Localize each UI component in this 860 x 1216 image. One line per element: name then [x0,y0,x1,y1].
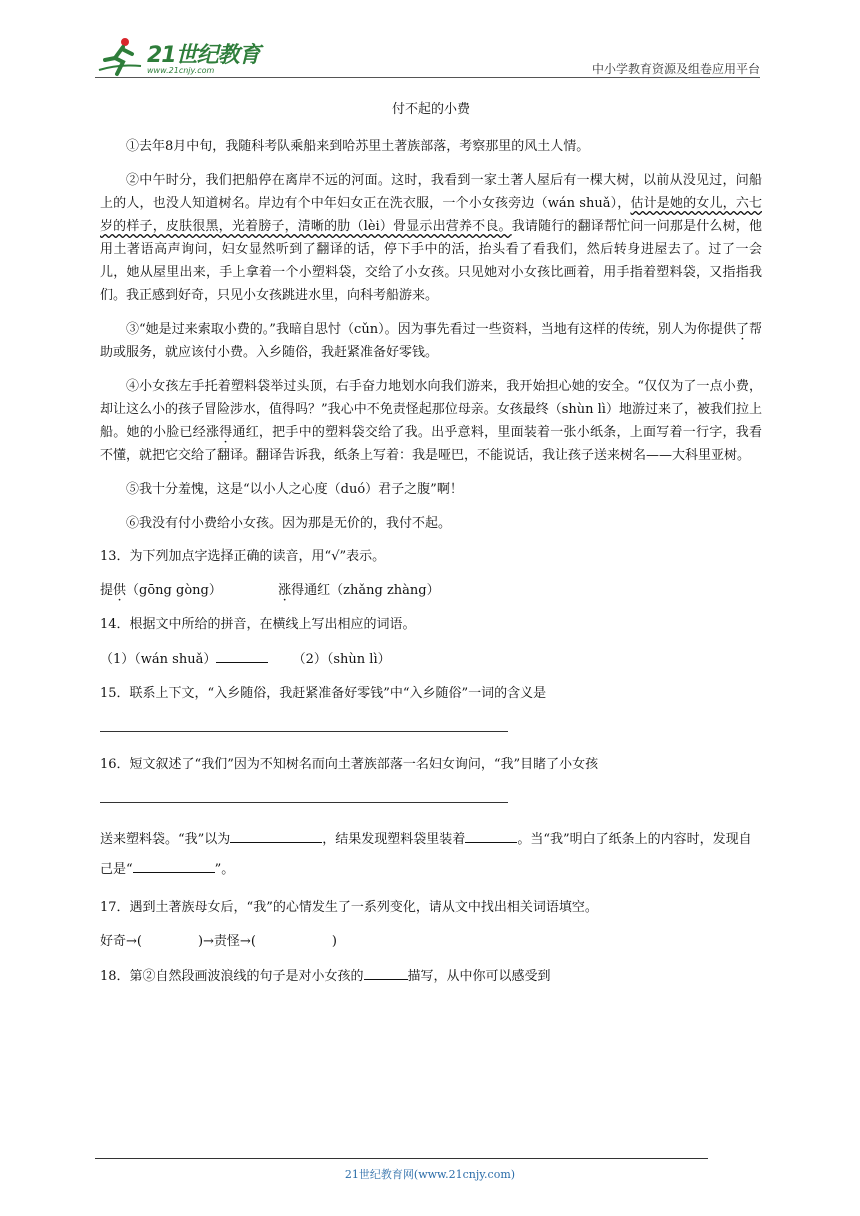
paragraph-4-text-b: 得通红，把手中的塑料袋交给了我。出乎意料，里面装着一张小纸条，上面写着一行字，我看不懂，就把它交给了翻译。翻译告诉我，纸条上写着：我是哑巴，不能说话，我让孩子送来树名——大科里亚树。 [100,425,762,463]
dotted-char-gong: 供 [722,322,736,337]
q17-text-c: ) [331,934,337,949]
logo-url: www.21cnjy.com [147,66,215,75]
runner-logo-icon [95,36,145,78]
q16-text-4: ”。 [214,862,235,877]
question-14-items [100,648,762,671]
paragraph-6: ⑥我没有付小费给小女孩。因为那是无价的，我付不起。 [126,516,452,531]
paragraph-2-text-a: ②中午时分，我们把船停在离岸不远的河面。这时，我看到一家土著人屋后有一棵大树，以前从没见过，问船上的人，也没人知道树名。岸边有个中年妇女正在洗衣服，一个小女孩旁边（wán shuǎ）， [100,173,762,211]
question-13: 13．为下列加点字选择正确的读音，用“√”表示。 [100,549,386,564]
q17-text-b: )→责怪→( [197,934,256,949]
paragraph-4-text-a: ④小女孩左手托着塑料袋举过头顶，右手奋力地划水向我们游来，我开始担心她的安全。“仅仅为了一点小费，却让这么小的孩子冒险涉水，值得吗？”我心中不免责怪起那位母亲。女孩最终（shùn lì）地游过来了，被我们拉上船。她的小脸已经 [100,379,762,440]
article-title: 付不起的小费 [391,102,470,117]
q13-dotted-char-b: 涨 [278,583,292,598]
q18-text-b: 描写，从中你可以感受到 [407,969,551,984]
paragraph-2-text-b: 我请随行的翻译帮忙问一问那是什么树，他用土著语高声询问，妇女显然听到了翻译的话，停下手中的活，抬头看了看我们，然后转身进屋去了。过了一会儿，她从屋里出来，手上拿着一个小塑料袋，交给了小女孩。只见她对小女孩比画着，用手指着塑料袋，又指指我们。我正感到好奇，只见小女孩跳进水里，向科考船游来。 [100,219,762,303]
q15-answer-line[interactable] [100,717,508,732]
paragraph-5: ⑤我十分羞愧，这是“以小人之心度（duó）君子之腹”啊！ [126,482,463,497]
q18-blank-1[interactable] [364,965,408,980]
q13-option-b-pinyin[interactable]: 得通红（zhǎng zhàng） [291,583,440,598]
q16-text-1: 送来塑料袋。“我”以为 [100,832,231,847]
paragraph-3-text-b: 了帮助或服务，就应该付小费。入乡随俗，我赶紧准备好零钱。 [100,322,762,360]
q16-answer-line[interactable] [100,788,508,803]
header-divider [95,77,760,78]
question-15: 15．联系上下文，“入乡随俗，我赶紧准备好零钱”中“入乡随俗”一词的含义是 [100,686,547,701]
q14-blank-1[interactable] [216,648,268,663]
question-17-chain [100,931,762,953]
paragraph-4 [100,375,762,467]
question-18 [100,965,762,988]
footer-divider [95,1158,708,1159]
question-16-continued [100,825,762,885]
question-16: 16．短文叙述了“我们”因为不知树名而向土著族部落一名妇女询问，“我”目睹了小女孩 [100,757,599,772]
dotted-char-zhang: 涨 [205,425,220,440]
q16-blank-3[interactable] [133,858,215,873]
q17-text-a: 好奇→( [100,934,142,949]
q13-option-a-pinyin[interactable]: （gōng gòng） [126,583,222,598]
q13-dotted-char-a: 供 [113,583,127,598]
page-header [95,30,760,80]
document-body [100,100,762,1000]
logo [95,36,265,78]
q16-blank-2[interactable] [465,828,517,843]
q16-text-3: 。当“我”明白了纸条上的内容时，发现自己是“ [100,832,752,877]
question-14: 14．根据文中所给的拼音，在横线上写出相应的词语。 [100,617,416,632]
paragraph-1: ①去年8月中旬，我随科考队乘船来到哈苏里土著族部落，考察那里的风土人情。 [126,139,590,154]
q18-text-a: 18．第②自然段画波浪线的句子是对小女孩的 [100,969,364,984]
platform-title: 中小学教育资源及组卷应用平台 [591,62,760,76]
q14-item-2: （2）（shùn lì） [292,652,391,667]
wavy-underlined-sentence: 估计是她的女儿，六七岁的样子，皮肤很黑，光着膀子，清晰的肋（lèi）骨显示出营养不良。 [100,196,762,234]
q16-text-2: ，结果发现塑料袋里装着 [322,832,466,847]
question-13-options [100,580,762,602]
q13-option-a-prefix: 提 [100,583,114,598]
paragraph-2 [100,169,762,307]
q16-blank-1[interactable] [230,828,322,843]
question-17: 17．遇到土著族母女后，“我”的心情发生了一系列变化，请从文中找出相关词语填空。 [100,900,598,915]
paragraph-3 [100,318,762,364]
logo-text: 21世纪教育 [147,43,260,68]
q14-item-1: （1）（wán shuǎ） [100,652,217,667]
paragraph-3-text-a: ③“她是过来索取小费的。”我暗自思忖（cǔn）。因为事先看过一些资料，当地有这样的传统，别人为你提 [126,322,723,337]
footer-text[interactable]: 21世纪教育网(www.21cnjy.com) [344,1168,516,1181]
